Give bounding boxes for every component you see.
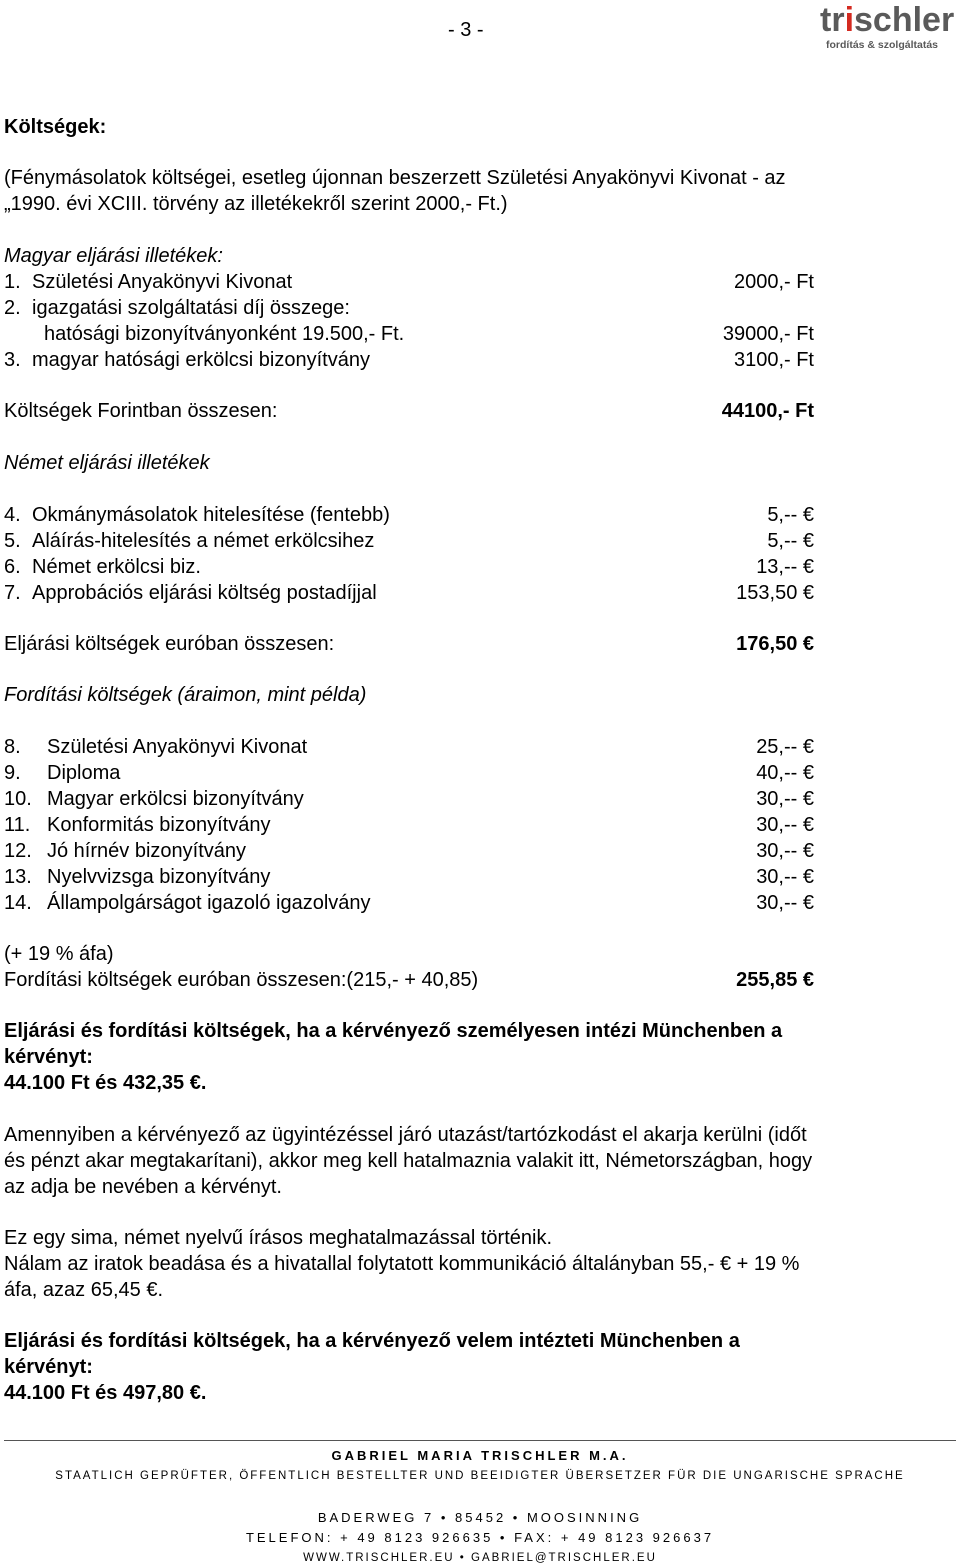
de-total-value: 176,50 € xyxy=(736,633,814,655)
tr-item-label: Állampolgárságot igazoló igazolvány xyxy=(47,892,371,914)
tr-item-num: 9. xyxy=(4,762,21,784)
tr-item-value: 30,-- € xyxy=(756,892,814,914)
de-item-num: 6. xyxy=(4,556,21,578)
tr-item-label: Nyelvvizsga bizonyítvány xyxy=(47,866,271,888)
de-item-value: 153,50 € xyxy=(736,582,814,604)
euro-icon: € xyxy=(802,866,814,888)
footer-address: BADERWEG 7 • 85452 • MOOSINNING xyxy=(317,1510,643,1525)
hu-item-value: 2000,- Ft xyxy=(733,271,814,293)
euro-icon: € xyxy=(802,530,814,552)
de-total-label: Eljárási költségek euróban összesen: xyxy=(4,633,335,655)
tr-item-value: 30,-- € xyxy=(756,840,814,862)
de-item-value: 5,-- € xyxy=(767,504,814,526)
hu-item-label: Születési Anyakönyvi Kivonat xyxy=(32,271,293,293)
para-2-line-3: áfa, azaz 65,45 €. xyxy=(4,1279,164,1301)
para-1-line-2: és pénzt akar megtakarítani), akkor meg kell hatalmaznia valakit itt, Németországban, hogy xyxy=(4,1150,813,1172)
para-1-line-3: az adja be nevében a kérvényt. xyxy=(4,1176,282,1198)
note-line-2: „1990. évi XCIII. törvény az illetékekről szerint 2000,- Ft.) xyxy=(4,193,508,215)
footer-phone: TELEFON: + 49 8123 926635 • FAX: + 49 8123 926637 xyxy=(245,1530,715,1545)
hu-total-label: Költségek Forintban összesen: xyxy=(4,400,278,422)
tr-item-value: 25,-- € xyxy=(756,736,814,758)
de-item-label: Approbációs eljárási költség postadíjjal xyxy=(32,582,377,604)
summary-2-line-1: Eljárási és fordítási költségek, ha a kérvényező velem intézteti Münchenben a xyxy=(4,1330,740,1352)
logo-subtitle: fordítás & szolgáltatás xyxy=(826,39,939,51)
logo-word-t: tr xyxy=(820,1,845,39)
hu-item-label: magyar hatósági erkölcsi bizonyítvány xyxy=(32,349,370,371)
hu-item-label: hatósági bizonyítványonként 19.500,- Ft. xyxy=(44,323,405,345)
de-item-label: Okmánymásolatok hitelesítése (fentebb) xyxy=(32,504,390,526)
de-item-num: 7. xyxy=(4,582,21,604)
euro-icon: € xyxy=(189,1382,201,1404)
tr-item-label: Jó hírnév bizonyítvány xyxy=(47,840,246,862)
hu-item-num: 2. xyxy=(4,297,21,319)
hu-item-num: 1. xyxy=(4,271,21,293)
tr-item-num: 14. xyxy=(4,892,32,914)
hu-total-value: 44100,- Ft xyxy=(721,400,814,422)
de-item-num: 5. xyxy=(4,530,21,552)
euro-icon: € xyxy=(802,788,814,810)
summary-2-line-3: 44.100 Ft és 497,80 €. xyxy=(4,1382,207,1404)
euro-icon: € xyxy=(802,814,814,836)
logo-word-rest: schler xyxy=(854,1,955,39)
euro-icon: € xyxy=(802,892,814,914)
tr-item-num: 13. xyxy=(4,866,32,888)
tr-item-label: Diploma xyxy=(47,762,121,784)
tr-total-value: 255,85 € xyxy=(736,969,814,991)
tr-item-num: 10. xyxy=(4,788,32,810)
euro-icon: € xyxy=(802,762,814,784)
summary-1-line-3: 44.100 Ft és 432,35 €. xyxy=(4,1072,207,1094)
euro-icon: € xyxy=(802,556,814,578)
footer-rule xyxy=(4,1440,956,1441)
de-item-value: 13,-- € xyxy=(756,556,814,578)
translation-heading: Fordítási költségek (áraimon, mint példa) xyxy=(4,684,367,706)
tr-item-num: 12. xyxy=(4,840,32,862)
hu-fees-heading: Magyar eljárási illetékek: xyxy=(4,245,223,267)
euro-icon: € xyxy=(802,969,814,991)
euro-icon: € xyxy=(802,736,814,758)
summary-1-line-1: Eljárási és fordítási költségek, ha a kérvényező személyesen intézi Münchenben a xyxy=(4,1020,783,1042)
euro-icon: € xyxy=(719,1253,732,1275)
tr-item-label: Konformitás bizonyítvány xyxy=(47,814,271,836)
de-item-label: Német erkölcsi biz. xyxy=(32,556,201,578)
tr-item-num: 8. xyxy=(4,736,21,758)
tr-item-value: 30,-- € xyxy=(756,788,814,810)
hu-item-num: 3. xyxy=(4,349,21,371)
note-line-1: (Fénymásolatok költségei, esetleg újonnan beszerzett Születési Anyakönyvi Kivonat - az xyxy=(4,167,786,189)
para-1-line-1: Amennyiben a kérvényező az ügyintézéssel járó utazást/tartózkodást el akarja kerülni (időt xyxy=(4,1124,807,1146)
hu-item-label: igazgatási szolgáltatási díj összege: xyxy=(32,297,350,319)
euro-icon: € xyxy=(802,633,814,655)
summary-2-line-2: kérvényt: xyxy=(4,1356,93,1378)
de-fees-heading: Német eljárási illetékek xyxy=(4,452,210,474)
euro-icon: € xyxy=(189,1072,201,1094)
tr-item-label: Magyar erkölcsi bizonyítvány xyxy=(47,788,304,810)
footer-web: WWW.TRISCHLER.EU • GABRIEL@TRISCHLER.EU xyxy=(303,1552,657,1564)
de-item-num: 4. xyxy=(4,504,21,526)
para-2-line-2: Nálam az iratok beadása és a hivatallal folytatott kommunikáció általányban 55,- € + 19 % xyxy=(4,1253,800,1275)
trischler-logo xyxy=(820,2,954,51)
hu-item-value: 3100,- Ft xyxy=(733,349,814,371)
page-number: - 3 - xyxy=(448,19,484,41)
de-item-value: 5,-- € xyxy=(767,530,814,552)
para-2-line-1: Ez egy sima, német nyelvű írásos meghatalmazással történik. xyxy=(4,1227,553,1249)
euro-icon: € xyxy=(802,840,814,862)
summary-1-line-2: kérvényt: xyxy=(4,1046,93,1068)
tr-total-label: Fordítási költségek euróban összesen:(215,- + 40,85) xyxy=(4,969,479,991)
euro-icon: € xyxy=(802,504,814,526)
tr-item-value: 30,-- € xyxy=(756,814,814,836)
vat-note: (+ 19 % áfa) xyxy=(4,943,114,965)
de-item-label: Aláírás-hitelesítés a német erkölcsihez xyxy=(32,530,375,552)
hu-item-value: 39000,- Ft xyxy=(722,323,814,345)
tr-item-label: Születési Anyakönyvi Kivonat xyxy=(47,736,308,758)
euro-icon: € xyxy=(802,582,814,604)
logo-word-i: i xyxy=(844,1,855,39)
tr-item-num: 11. xyxy=(4,814,31,836)
costs-heading: Költségek: xyxy=(4,116,107,138)
tr-item-value: 30,-- € xyxy=(756,866,814,888)
euro-icon: € xyxy=(146,1279,158,1301)
tr-item-value: 40,-- € xyxy=(756,762,814,784)
footer-title: STAATLICH GEPRÜFTER, ÖFFENTLICH BESTELLTER UND BEEIDIGTER ÜBERSETZER FÜR DIE UNGARISCHE SPRACHE xyxy=(55,1470,905,1482)
footer-name: GABRIEL MARIA TRISCHLER M.A. xyxy=(331,1448,629,1463)
